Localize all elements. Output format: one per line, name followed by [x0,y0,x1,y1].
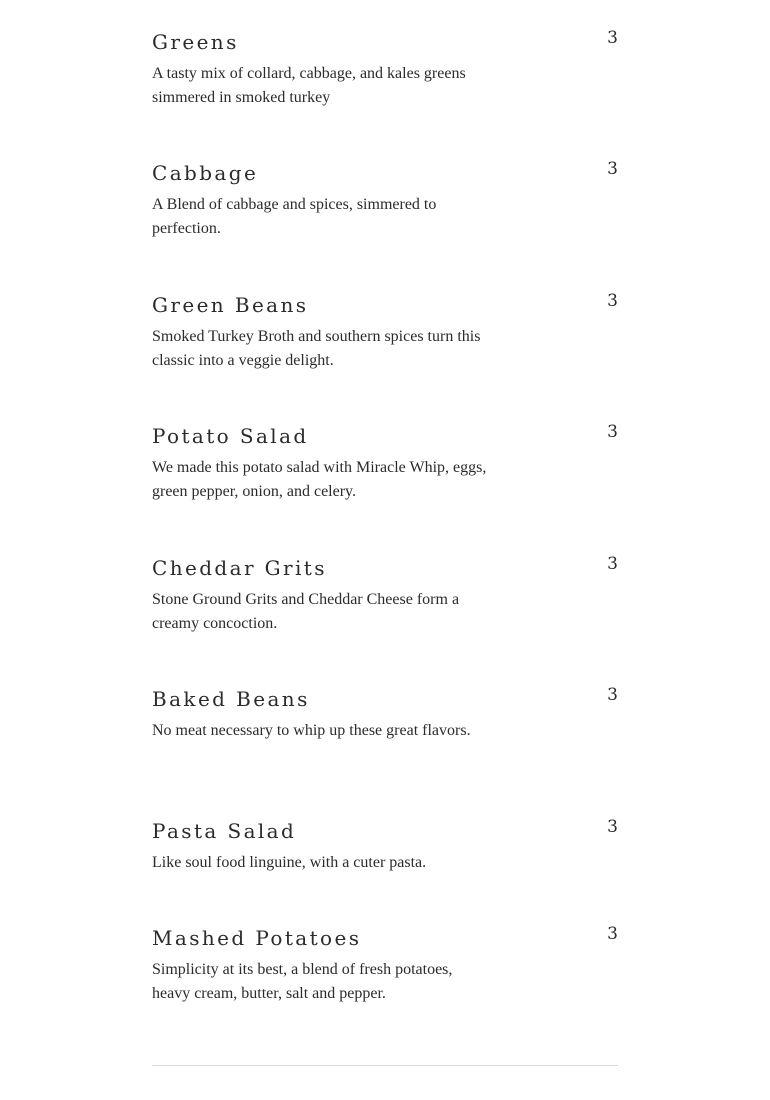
menu-item-name: Cabbage [152,161,259,185]
menu-item-price: 3 [607,159,618,179]
menu-item-description: A tasty mix of collard, cabbage, and kales greens simmered in smoked turkey [152,65,466,106]
menu-item-name: Baked Beans [152,687,310,711]
menu-item-name: Mashed Potatoes [152,926,362,950]
menu-item-price: 3 [607,685,618,705]
menu-item [152,685,618,743]
menu-item-description: Smoked Turkey Broth and southern spices turn this classic into a veggie delight. [152,328,481,369]
menu-item [152,159,618,241]
menu-item-description: A Blend of cabbage and spices, simmered to perfection. [152,196,437,237]
menu-item-description: Like soul food linguine, with a cuter pasta. [152,854,427,871]
menu-item [152,422,618,504]
menu-item-name: Potato Salad [152,424,309,448]
menu-item-description: Stone Ground Grits and Cheddar Cheese form a creamy concoction. [152,591,460,632]
menu-item [152,554,618,636]
menu-item-description: Simplicity at its best, a blend of fresh potatoes, heavy cream, butter, salt and pepper. [152,961,453,1002]
menu-item [152,817,618,875]
menu-item-name: Pasta Salad [152,819,297,843]
menu-item-price: 3 [607,817,618,837]
menu-item-name: Greens [152,30,239,54]
menu-item-price: 3 [607,422,618,442]
menu-item-description: We made this potato salad with Miracle Whip, eggs, green pepper, onion, and celery. [152,459,487,500]
section-divider [152,1065,618,1066]
menu-item-price: 3 [607,924,618,944]
menu-item [152,924,618,1006]
menu-item [152,28,618,110]
menu-item-description: No meat necessary to whip up these great flavors. [152,722,471,739]
menu-item-price: 3 [607,28,618,48]
menu-item-price: 3 [607,554,618,574]
menu-item [152,291,618,373]
menu-item-price: 3 [607,291,618,311]
menu-item-name: Cheddar Grits [152,556,327,580]
menu-item-name: Green Beans [152,293,309,317]
